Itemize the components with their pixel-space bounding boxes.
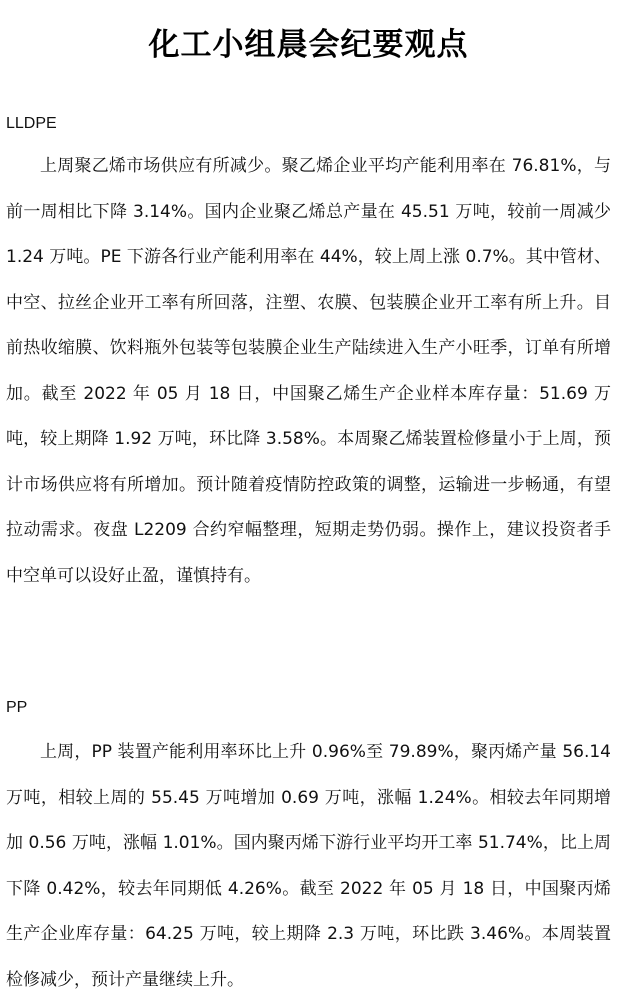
- section-heading-pp: PP: [6, 699, 28, 716]
- section-paragraph-lldpe: 上周聚乙烯市场供应有所减少。聚乙烯企业平均产能利用率在 76.81%，与前一周相比下降 3.14%。国内企业聚乙烯总产量在 45.51 万吨，较前一周减少 1.24 万吨。PE 下游各行业产能利用率在 44%，较上周上涨 0.7%。其中管材、中空、拉丝企业开工率有所回落，注塑、农膜、包装膜企业开工率有所上升。目前热收缩膜、饮料瓶外包装等包装膜企业生产陆续进入生产小旺季，订单有所增加。截至 2022 年 05 月 18 日，中国聚乙烯生产企业样本库存量：51.69 万吨，较上期降 1.92 万吨，环比降 3.58%。本周聚乙烯装置检修量小于上周，预计市场供应将有所增加。预计随着疫情防控政策的调整，运输进一步畅通，有望拉动需求。夜盘 L2209 合约窄幅整理，短期走势仍弱。操作上，建议投资者手中空单可以设好止盈，谨慎持有。: [6, 156, 611, 586]
- page-title: 化工小组晨会纪要观点: [148, 26, 469, 63]
- section-heading-lldpe: LLDPE: [6, 115, 57, 132]
- section-paragraph-pp: 上周，PP 装置产能利用率环比上升 0.96%至 79.89%，聚丙烯产量 56.14 万吨，相较上周的 55.45 万吨增加 0.69 万吨，涨幅 1.24%。相较去年同期增加 0.56 万吨，涨幅 1.01%。国内聚丙烯下游行业平均开工率 51.74%，比上周下降 0.42%，较去年同期低 4.26%。截至 2022 年 05 月 18 日，中国聚丙烯生产企业库存量：64.25 万吨，较上期降 2.3 万吨，环比跌 3.46%。本周装置检修减少，预计产量继续上升。: [6, 742, 611, 990]
